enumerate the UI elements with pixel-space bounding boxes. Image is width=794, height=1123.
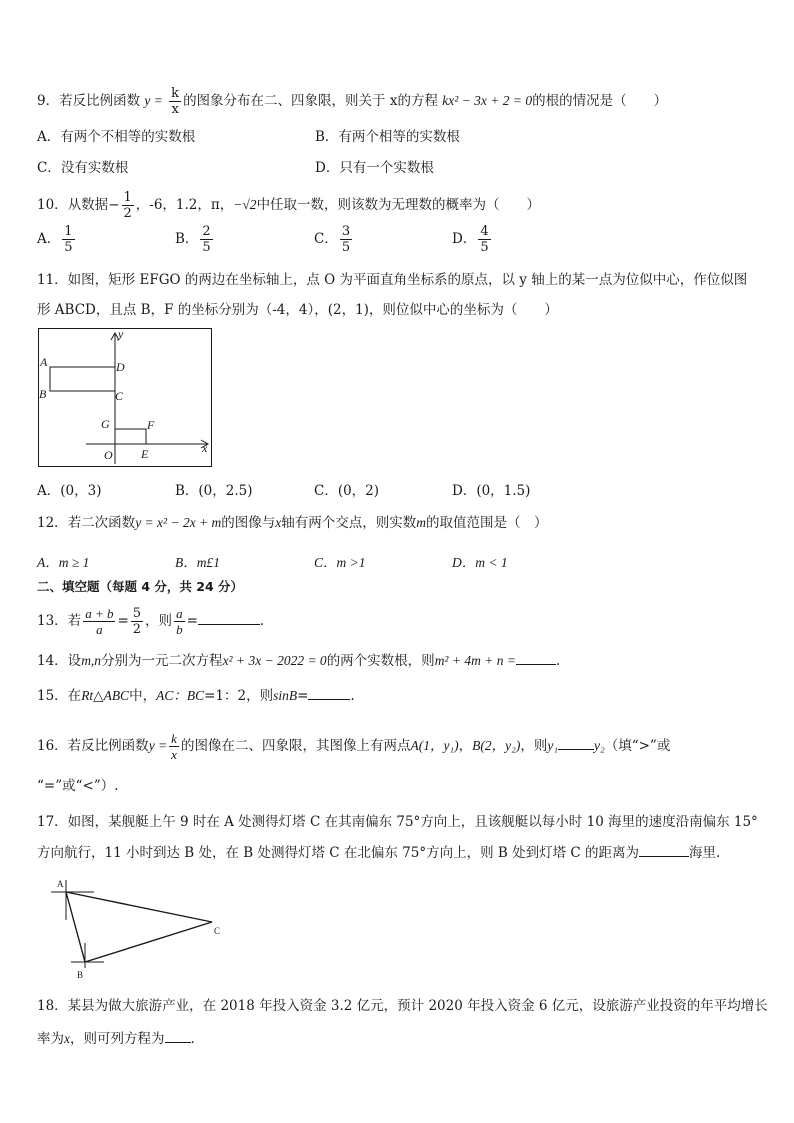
fraction-k-over-x-16: $\frac{k}{x}$: [171, 731, 177, 762]
label-o: O: [104, 448, 113, 462]
question-17-line-2: 方向航行，11 小时到达 B 处，在 B 处测得灯塔 C 在北偏东 75°方向上，则 B 处到灯塔 C 的距离为 海里.: [37, 842, 720, 863]
q12-option-d[interactable]: D．m < 1: [452, 555, 508, 570]
label-x: x: [202, 441, 208, 455]
q11-coordinate-figure: [38, 328, 212, 467]
rectangle-abcd: [50, 367, 115, 391]
fraction-a-plus-b-over-a: $\frac{a + b}{a}$: [85, 606, 114, 637]
segment-ab: [66, 892, 85, 962]
question-11-line-2: 形 ABCD，且点 B，F 的坐标分别为（-4，4），(2，1)，则位似中心的坐标为（ ）: [37, 302, 558, 318]
label-a: A: [57, 879, 64, 889]
question-13: 13．若 $\frac{a + b}{a}$ = $\frac{5}{2}$ ，则 $\frac{a}{b}$ = .: [37, 606, 265, 637]
label-c: C: [214, 926, 221, 936]
q9-option-a[interactable]: A．有两个不相等的实数根: [37, 129, 196, 145]
section-fill-in-heading: 二、填空题（每题 4 分，共 24 分）: [37, 579, 244, 594]
label-y: y: [118, 328, 124, 341]
fraction-five-halves: $\frac{5}{2}$: [132, 606, 142, 637]
question-10-stem: 10．从数据− $\frac{1}{2}$ ，-6，1.2，π，−√2中任取一数，则该数为无理数的概率为（ ）: [37, 190, 541, 221]
question-15: 15．在Rt△ABC中，AC：BC=1：2，则sinB= .: [37, 685, 355, 706]
q17-answer-blank[interactable]: [639, 842, 689, 857]
segment-ac: [66, 892, 212, 922]
q10-option-a[interactable]: A． $\frac{1}{5}$: [37, 224, 73, 255]
fraction-one-half: $\frac{1}{2}$: [123, 190, 132, 221]
q18-answer-blank[interactable]: [165, 1028, 191, 1043]
label-f: F: [147, 418, 155, 432]
label-c: C: [115, 389, 124, 403]
q9-option-d[interactable]: D．只有一个实数根: [315, 160, 434, 176]
question-16-line-2: “=”或“<”）.: [37, 778, 119, 794]
label-a: A: [40, 355, 48, 369]
question-14: 14．设m,n分别为一元二次方程x² + 3x − 2022 = 0的两个实数根，则m² + 4m + n = .: [37, 650, 560, 671]
label-b: B: [77, 970, 84, 980]
label-d: D: [116, 360, 125, 374]
label-g: G: [101, 417, 110, 431]
q11-option-c[interactable]: C．(0，2): [314, 483, 380, 499]
figure-frame: [39, 329, 212, 467]
question-16-line-1: 16．若反比例函数y = $\frac{k}{x}$ 的图像在二、四象限，其图像上有两点A(1，y₁)，B(2，y₂)，则y₁ y₂（填“>”或: [37, 731, 671, 762]
q10-option-c[interactable]: C． $\frac{3}{5}$: [314, 224, 351, 255]
label-e: E: [141, 447, 149, 461]
q12-option-c[interactable]: C．m >1: [314, 555, 366, 570]
q11-option-b[interactable]: B．(0，2.5): [175, 483, 253, 499]
q14-answer-blank[interactable]: [516, 650, 556, 665]
label-b: B: [39, 387, 47, 401]
fraction-a-over-b: $\frac{a}{b}$: [176, 606, 183, 637]
q16-answer-blank[interactable]: [558, 735, 594, 750]
question-12-stem: 12．若二次函数y = x² − 2x + m的图像与x轴有两个交点，则实数m的取值范围是（ ）: [37, 515, 548, 531]
rectangle-efgo: [115, 429, 146, 444]
segment-bc: [85, 922, 212, 962]
q9-option-b[interactable]: B．有两个相等的实数根: [315, 129, 460, 145]
q12-option-a[interactable]: A．m ≥ 1: [37, 555, 90, 570]
question-18-line-1: 18．某县为做大旅游产业，在 2018 年投入资金 3.2 亿元，预计 2020 年投入资金 6 亿元，设旅游产业投资的年平均增长: [37, 998, 768, 1014]
question-11-line-1: 11．如图，矩形 EFGO 的两边在坐标轴上，点 O 为平面直角坐标系的原点，以 y 轴上的某一点为位似中心，作位似图: [37, 272, 748, 288]
q17-navigation-figure: [44, 872, 244, 984]
question-9-stem: 9．若反比例函数 y = $\frac{k}{x}$ 的图象分布在二、四象限，则关于 x的方程 kx² − 3x + 2 = 0的根的情况是（ ）: [37, 86, 668, 117]
q9-option-c[interactable]: C．没有实数根: [37, 160, 129, 176]
q10-option-b[interactable]: B． $\frac{2}{5}$: [175, 224, 211, 255]
q10-option-d[interactable]: D． $\frac{4}{5}$: [452, 224, 489, 255]
question-17-line-1: 17．如图，某舰艇上午 9 时在 A 处测得灯塔 C 在其南偏东 75°方向上，且该舰艇以每小时 10 海里的速度沿南偏东 15°: [37, 814, 758, 830]
q12-option-b[interactable]: B．m£1: [175, 555, 220, 570]
q11-option-a[interactable]: A．(0，3): [37, 483, 102, 499]
q15-answer-blank[interactable]: [308, 685, 350, 700]
question-18-line-2: 率为x，则可列方程为 .: [37, 1028, 195, 1049]
fraction-k-over-x: $\frac{k}{x}$: [171, 86, 180, 117]
q11-option-d[interactable]: D．(0，1.5): [452, 483, 531, 499]
q13-answer-blank[interactable]: [198, 610, 260, 625]
